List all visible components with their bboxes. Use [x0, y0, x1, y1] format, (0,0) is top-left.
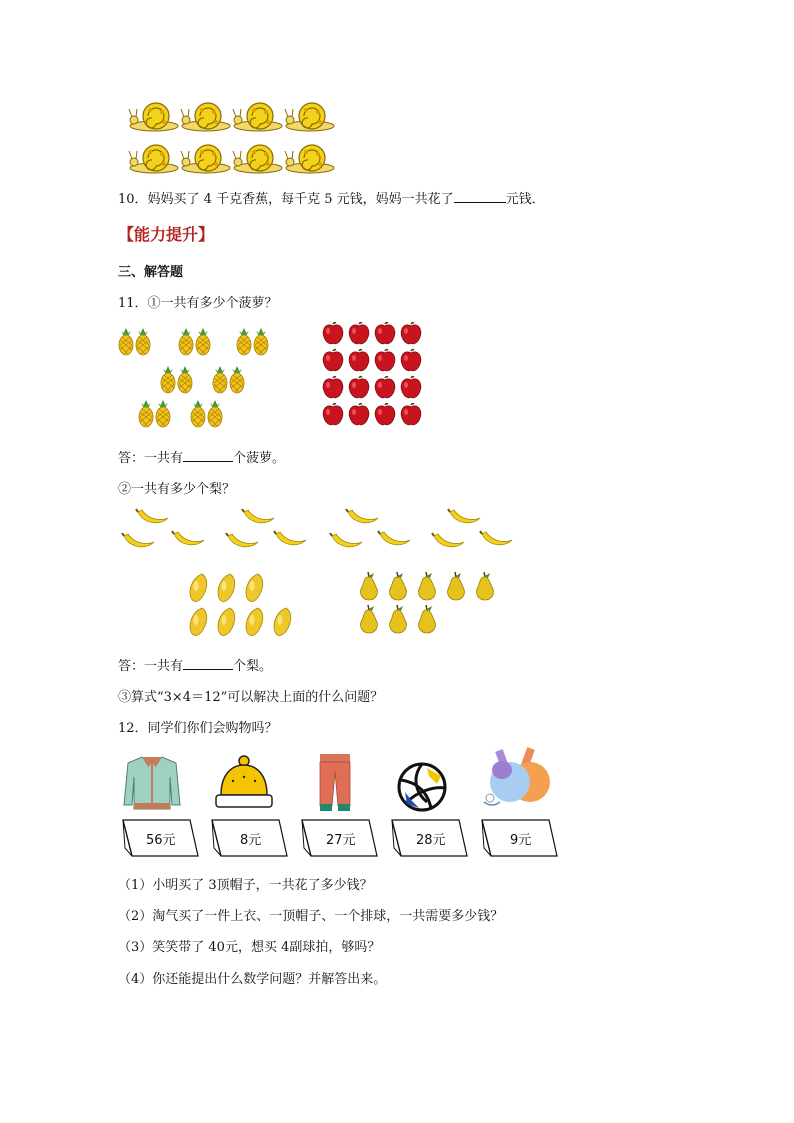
price-volleyball: 28元 [416, 833, 446, 848]
q12-sub-1: （1）小明买了 3顶帽子，一共花了多少钱？ [118, 878, 373, 893]
q11-answer-2 [118, 655, 272, 674]
banana-group [120, 506, 520, 560]
q12-sub-2: （2）淘气买了一件上衣、一顶帽子、一个排球，一共需要多少钱？ [118, 909, 504, 924]
snail-group [128, 100, 348, 184]
question-11-title: 11．①一共有多少个菠萝？ [118, 296, 278, 311]
section-title: 【能力提升】 [118, 225, 215, 244]
volleyball-image [397, 762, 447, 816]
pants-image [318, 754, 352, 816]
answer2-blank[interactable] [183, 657, 233, 670]
q10-text-before: 10．妈妈买了 4 千克香蕉，每千克 5 元钱，妈妈一共花了 [118, 192, 454, 207]
answer1-before: 答：一共有 [118, 451, 184, 466]
price-tag-paddles [479, 818, 559, 862]
question-10 [118, 188, 545, 207]
ping-pong-paddles-icon [484, 748, 554, 810]
q11-sub-3: ③算式“3×4＝12”可以解决上面的什么问题？ [118, 690, 384, 705]
part-three-title: 三、解答题 [118, 265, 184, 280]
snail-illustration [128, 100, 348, 180]
pear-group [358, 572, 508, 646]
price-tag-jacket [120, 818, 200, 862]
price-tag-pants [299, 818, 379, 862]
question-12-title: 12．同学们你们会购物吗？ [118, 721, 278, 736]
q12-sub-4: （4）你还能提出什么数学问题？并解答出来。 [118, 972, 387, 987]
q11-answer-1 [118, 447, 285, 466]
price-jacket: 56元 [146, 833, 176, 848]
pants-icon [318, 754, 352, 812]
apple-illustration [322, 322, 432, 432]
pear-illustration [358, 572, 508, 642]
pineapple-illustration [118, 326, 278, 436]
q12-sub-3: （3）笑笑带了 40元，想买 4副球拍，够吗？ [118, 940, 381, 955]
price-tag-hat [209, 818, 289, 862]
q11-sub-2: ②一共有多少个梨？ [118, 482, 236, 497]
mango-illustration [188, 574, 308, 644]
price-hat: 8元 [240, 833, 262, 848]
q10-answer-blank[interactable] [454, 190, 506, 203]
volleyball-icon [397, 762, 447, 812]
banana-illustration [120, 506, 520, 556]
answer2-after: 个梨。 [233, 659, 273, 674]
jacket-image [124, 755, 180, 815]
pineapple-group [118, 326, 278, 440]
answer1-after: 个菠萝。 [233, 451, 286, 466]
price-pants: 27元 [326, 833, 356, 848]
jacket-icon [124, 755, 180, 811]
hat-image [213, 755, 275, 817]
apple-group [322, 322, 432, 436]
answer1-blank[interactable] [183, 449, 233, 462]
price-paddles: 9元 [510, 833, 532, 848]
q10-text-after: 元钱． [505, 192, 545, 207]
answer2-before: 答：一共有 [118, 659, 184, 674]
price-tag-volleyball [389, 818, 469, 862]
hat-icon [213, 755, 275, 813]
mango-group [188, 574, 308, 648]
paddles-image [484, 748, 554, 814]
